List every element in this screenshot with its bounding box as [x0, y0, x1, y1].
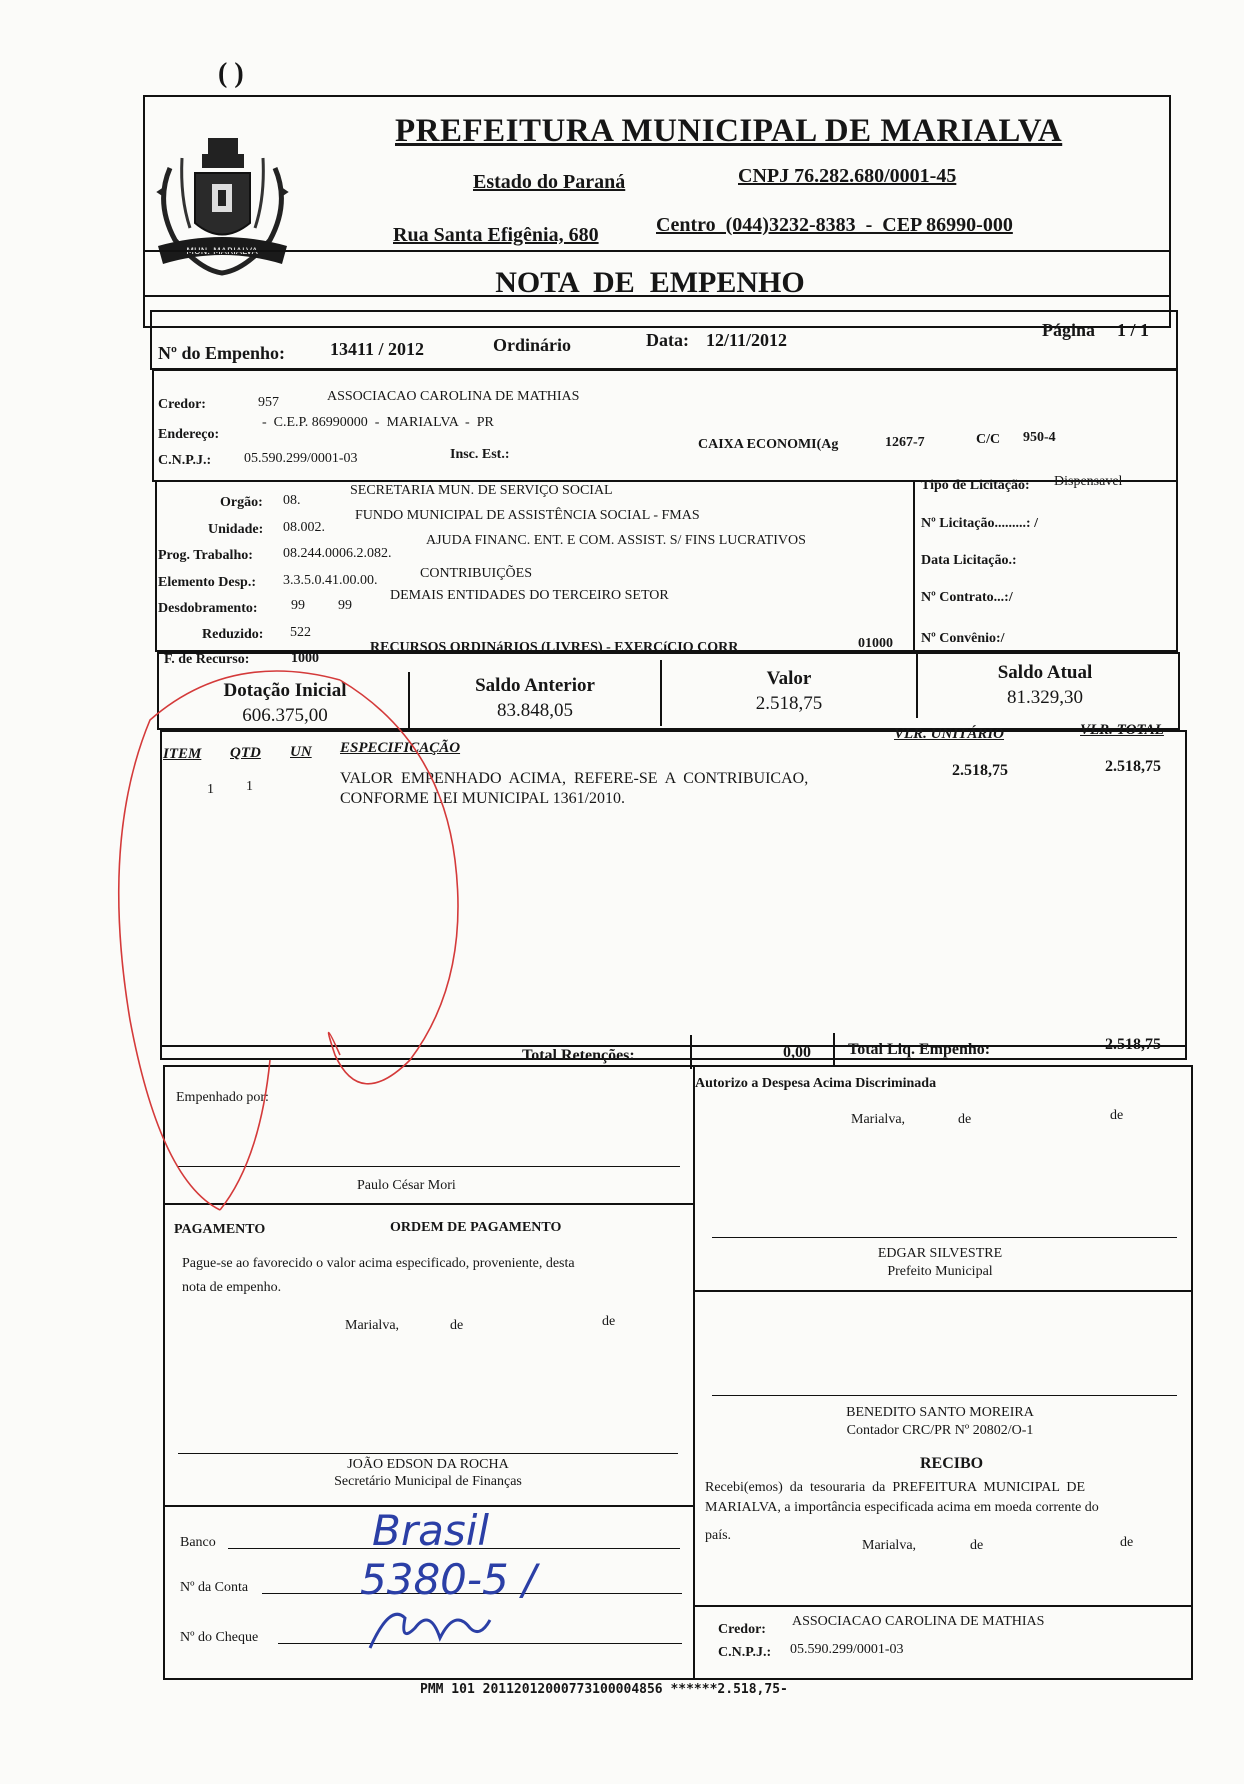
prog-trabalho-code: 08.244.0006.2.082.	[283, 546, 392, 561]
total-retencoes-value: 0,00	[783, 1044, 811, 1061]
recibo-credor-name: ASSOCIACAO CAROLINA DE MATHIAS	[792, 1614, 1045, 1629]
desdobramento-label: Desdobramento:	[158, 601, 258, 616]
empenho-number: 13411 / 2012	[330, 339, 425, 359]
item-qtd: 1	[246, 779, 253, 794]
autorizo-de-2: de	[1110, 1108, 1124, 1123]
unidade-name: FUNDO MUNICIPAL DE ASSISTÊNCIA SOCIAL - FMAS	[355, 508, 700, 523]
contador-name: BENEDITO SANTO MOREIRA	[846, 1405, 1034, 1420]
ordem-pagamento-title: ORDEM DE PAGAMENTO	[390, 1220, 562, 1235]
recibo-text-3: país.	[705, 1528, 732, 1543]
col-header-qtd: QTD	[230, 745, 261, 761]
contador-role: Contador CRC/PR Nº 20802/O-1	[846, 1423, 1034, 1438]
recibo-de-2: de	[1120, 1535, 1134, 1550]
autorizo-text: Autorizo a Despesa Acima Discriminada	[695, 1076, 937, 1091]
item-unit-value: 2.518,75	[952, 762, 1008, 779]
desdobramento-code-2: 99	[338, 598, 352, 613]
banco-handwritten: Brasil	[372, 1506, 490, 1555]
recibo-place: Marialva,	[862, 1538, 917, 1553]
tipo-licitacao: Dispensavel	[1054, 474, 1123, 489]
item-spec-line-1: VALOR EMPENHADO ACIMA, REFERE-SE A CONTRIBUICAO,	[340, 770, 809, 787]
conta-label: Nº da Conta	[180, 1580, 249, 1595]
orgao-name: SECRETARIA MUN. DE SERVIÇO SOCIAL	[350, 483, 613, 498]
col-header-unit-value: VLR. UNITÁRIO	[894, 726, 1005, 742]
total-liquido-value: 2.518,75	[1105, 1036, 1161, 1053]
cnpj-label: C.N.P.J.:	[158, 453, 212, 468]
pagamento-de-2: de	[602, 1314, 616, 1329]
recibo-credor-label: Credor:	[718, 1622, 766, 1637]
recibo-de-1: de	[970, 1538, 984, 1553]
saldo-atual-value: 81.329,30	[1007, 687, 1083, 708]
prefeito-name: EDGAR SILVESTRE	[877, 1246, 1003, 1261]
conta-handwritten: 5380-5 /	[360, 1555, 537, 1604]
banco-label: Banco	[180, 1535, 216, 1550]
valor-value: 2.518,75	[755, 693, 823, 714]
col-header-total-value: VLR. TOTAL	[1080, 722, 1164, 738]
item-spec-line-2: CONFORME LEI MUNICIPAL 1361/2010.	[340, 790, 626, 807]
data-licitacao: Data Licitação.:	[921, 553, 1017, 568]
pagamento-text-1: Pague-se ao favorecido o valor acima especificado, proveniente, desta	[182, 1256, 575, 1271]
empenho-date: 12/11/2012	[706, 330, 788, 350]
recurso-code: 1000	[291, 651, 319, 666]
col-header-spec: ESPECIFICAÇÃO	[340, 740, 461, 756]
header-address-2: Centro (044)3232-8383 - CEP 86990-000	[656, 214, 1013, 236]
reduzido-value: 522	[290, 625, 311, 640]
header-address: Rua Santa Efigênia, 680	[393, 224, 599, 246]
credor-label: Credor:	[158, 397, 206, 412]
recurso-number: 01000	[858, 636, 893, 651]
contrato-number: Nº Contrato...:/	[921, 590, 1013, 605]
secretario-role: Secretário Municipal de Finanças	[334, 1474, 522, 1489]
page-number: 1 / 1	[1117, 320, 1150, 340]
unidade-code: 08.002.	[283, 520, 325, 535]
empenho-number-label: Nº do Empenho:	[158, 343, 285, 363]
recibo-title: RECIBO	[920, 1455, 984, 1472]
page-title: PREFEITURA MUNICIPAL DE MARIALVA	[395, 113, 1063, 149]
desdobramento-code-1: 99	[291, 598, 305, 613]
credor-cnpj: 05.590.299/0001-03	[244, 451, 358, 466]
recibo-text-2: MARIALVA, a importância especificada acima em moeda corrente do	[705, 1500, 1099, 1515]
footer-code: PMM 101 20112012000773100004856 ******2.518,75-	[420, 1682, 788, 1697]
elemento-name: CONTRIBUIÇÕES	[420, 566, 533, 581]
empenho-type: Ordinário	[493, 335, 572, 355]
orgao-label: Orgão:	[220, 495, 263, 510]
recibo-cnpj: 05.590.299/0001-03	[790, 1642, 904, 1657]
cc-label: C/C	[976, 432, 1001, 447]
prog-trabalho-label: Prog. Trabalho:	[158, 548, 253, 563]
autorizo-de-1: de	[958, 1112, 972, 1127]
cheque-signature-icon	[360, 1598, 500, 1658]
coat-banner-text: MUN. MARIALVA	[186, 247, 258, 257]
cheque-label: Nº do Cheque	[180, 1630, 259, 1645]
bank-agency: 1267-7	[885, 435, 925, 450]
state-name: Estado do Paraná	[473, 171, 626, 193]
orgao-code: 08.	[283, 493, 301, 508]
prog-trabalho-name: AJUDA FINANC. ENT. E COM. ASSIST. S/ FINS LUCRATIVOS	[426, 533, 806, 548]
credor-code: 957	[258, 395, 279, 410]
desdobramento-name: DEMAIS ENTIDADES DO TERCEIRO SETOR	[390, 588, 669, 603]
header-cnpj: CNPJ 76.282.680/0001-45	[738, 165, 957, 187]
total-retencoes-label: Total Retenções:	[522, 1047, 635, 1064]
empenhado-por-name: Paulo César Mori	[357, 1178, 456, 1193]
autorizo-place: Marialva,	[851, 1112, 906, 1127]
pagamento-de-1: de	[450, 1318, 464, 1333]
reduzido-label: Reduzido:	[202, 627, 264, 642]
saldo-anterior-label: Saldo Anterior	[475, 675, 595, 696]
dotacao-inicial-value: 606.375,00	[242, 705, 328, 726]
total-liquido-label: Total Liq. Empenho:	[848, 1041, 991, 1058]
page-label: Página	[1042, 320, 1096, 340]
convenio-number: Nº Convênio:/	[921, 631, 1005, 646]
address-label: Endereço:	[158, 427, 220, 442]
recurso-name: RECURSOS ORDINáRIOS (LIVRES) - EXERCíCIO CORR	[370, 640, 739, 655]
saldo-anterior-value: 83.848,05	[497, 700, 573, 721]
red-ellipse-annotation	[110, 660, 470, 1220]
valor-label: Valor	[766, 668, 812, 689]
top-marks: ( )	[218, 58, 244, 89]
dotacao-inicial-label: Dotação Inicial	[223, 680, 347, 701]
empenho-date-label: Data:	[646, 330, 689, 350]
elemento-label: Elemento Desp.:	[158, 575, 256, 590]
empenhado-por-label: Empenhado por:	[176, 1090, 269, 1105]
tipo-licitacao-label: Tipo de Licitação:	[921, 478, 1030, 493]
document-title: NOTA DE EMPENHO	[495, 266, 805, 299]
recibo-text-1: Recebi(emos) da tesouraria da PREFEITURA MUNICIPAL DE	[705, 1480, 1086, 1495]
recurso-label: F. de Recurso:	[164, 652, 250, 667]
cc-number: 950-4	[1023, 430, 1056, 445]
prefeito-role: Prefeito Municipal	[887, 1264, 993, 1279]
recibo-cnpj-label: C.N.P.J.:	[718, 1645, 772, 1660]
secretario-name: JOÃO EDSON DA ROCHA	[347, 1457, 509, 1472]
col-header-item: ITEM	[163, 746, 202, 762]
licitacao-number: Nº Licitação.........: /	[921, 516, 1038, 531]
credor-name: ASSOCIACAO CAROLINA DE MATHIAS	[327, 389, 580, 404]
saldo-atual-label: Saldo Atual	[997, 662, 1093, 683]
bank-name: CAIXA ECONOMI(Ag	[698, 437, 839, 452]
item-total-value: 2.518,75	[1105, 758, 1161, 775]
col-header-un: UN	[290, 744, 312, 760]
unidade-label: Unidade:	[208, 522, 264, 537]
elemento-code: 3.3.5.0.41.00.00.	[283, 573, 378, 588]
pagamento-title: PAGAMENTO	[174, 1222, 266, 1237]
credor-address: - C.E.P. 86990000 - MARIALVA - PR	[262, 415, 494, 430]
pagamento-text-2: nota de empenho.	[182, 1280, 282, 1295]
item-number: 1	[207, 782, 214, 797]
pagamento-place: Marialva,	[345, 1318, 400, 1333]
insc-est-label: Insc. Est.:	[450, 447, 510, 462]
